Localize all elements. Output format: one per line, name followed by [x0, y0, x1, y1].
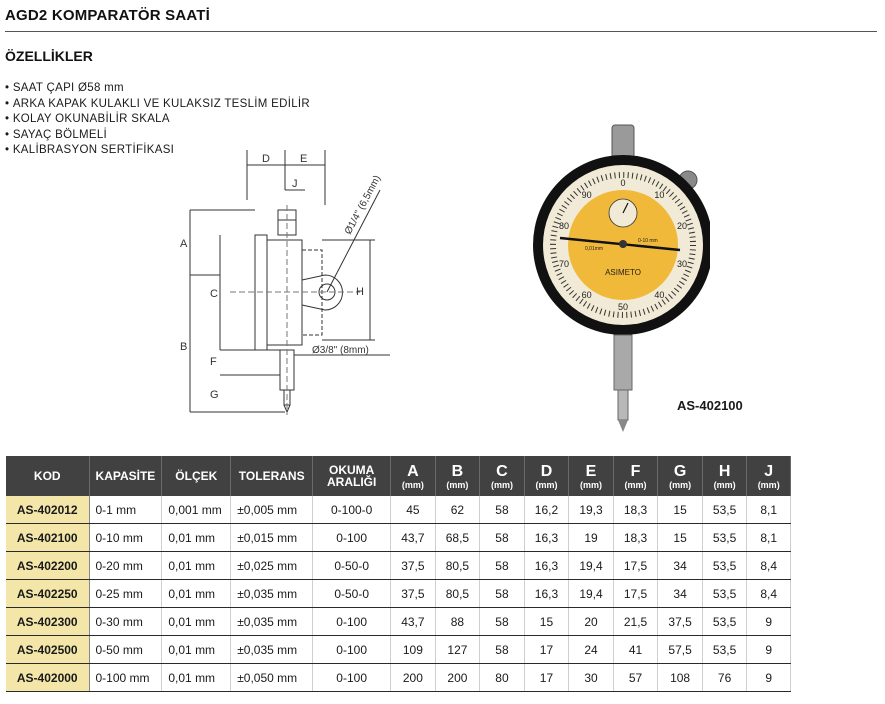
table-cell: 43,7 — [391, 608, 436, 636]
spec-table — [6, 456, 791, 692]
table-cell: 0-100 — [313, 664, 391, 692]
table-cell: 76 — [702, 664, 747, 692]
dial-number: 60 — [581, 290, 592, 301]
table-row — [6, 580, 791, 608]
col-header-c-unit: (mm) — [490, 479, 513, 490]
dim-label-d: D — [262, 153, 270, 165]
table-cell: 15 — [658, 496, 703, 524]
table-cell: 15 — [658, 524, 703, 552]
table-cell: 37,5 — [391, 552, 436, 580]
table-cell: 58 — [480, 552, 525, 580]
page-title: AGD2 KOMPARATÖR SAATİ — [5, 7, 211, 24]
table-cell: 34 — [658, 552, 703, 580]
table-cell: ±0,025 mm — [231, 552, 313, 580]
dial-number: 80 — [558, 220, 570, 231]
table-cell: ±0,015 mm — [231, 524, 313, 552]
table-cell: 127 — [435, 636, 480, 664]
table-cell: 68,5 — [435, 524, 480, 552]
table-row — [6, 552, 791, 580]
col-header-f — [613, 456, 658, 496]
col-header-olcek: ÖLÇEK — [162, 456, 231, 496]
table-cell: 16,3 — [524, 524, 569, 552]
table-row — [6, 608, 791, 636]
table-cell: 53,5 — [702, 496, 747, 524]
table-cell: 109 — [391, 636, 436, 664]
col-header-h — [702, 456, 747, 496]
table-cell: 58 — [480, 580, 525, 608]
dial-number: 30 — [676, 259, 688, 270]
col-header-f-unit: (mm) — [624, 479, 647, 490]
col-header-okuma-araligi — [313, 456, 391, 496]
table-cell: 0-100 — [313, 524, 391, 552]
table-cell: 18,3 — [613, 496, 658, 524]
table-cell: 0-100-0 — [313, 496, 391, 524]
table-cell: 18,3 — [613, 524, 658, 552]
feature-item: • ARKA KAPAK KULAKLI VE KULAKSIZ TESLİM EDİLİR — [5, 97, 310, 113]
table-cell: 0-1 mm — [89, 496, 162, 524]
table-cell: 17,5 — [613, 552, 658, 580]
product-code-cell: AS-402500 — [6, 636, 89, 664]
table-cell: 9 — [747, 664, 791, 692]
dial-number: 0 — [620, 178, 626, 188]
col-header-c-letter: C — [496, 462, 508, 480]
resolution-text: 0,01mm — [585, 246, 604, 252]
table-row — [6, 664, 791, 692]
table-cell: 20 — [569, 608, 614, 636]
col-header-araligi: ARALIĞI — [326, 475, 377, 489]
table-cell: 0,01 mm — [162, 664, 231, 692]
table-cell: 0-50-0 — [313, 552, 391, 580]
dim-label-b: B — [180, 341, 188, 353]
table-cell: 58 — [480, 608, 525, 636]
product-code-cell: AS-402300 — [6, 608, 89, 636]
table-cell: 45 — [391, 496, 436, 524]
feature-item: • SAYAÇ BÖLMELİ — [5, 128, 310, 144]
table-cell: 58 — [480, 496, 525, 524]
table-row — [6, 636, 791, 664]
table-cell: 53,5 — [702, 524, 747, 552]
brand-text: ASIMETO — [605, 268, 641, 277]
dim-lug-diameter: Ø1/4" (6,5mm) — [342, 173, 384, 237]
feature-item: • SAAT ÇAPI Ø58 mm — [5, 81, 310, 97]
table-row — [6, 524, 791, 552]
col-header-b-letter: B — [451, 462, 464, 480]
table-cell: 19,4 — [569, 580, 614, 608]
table-header-row — [6, 456, 791, 496]
table-cell: 9 — [747, 608, 791, 636]
product-model-label: AS-402100 — [677, 398, 743, 413]
dim-label-f: F — [210, 356, 217, 368]
table-cell: 41 — [613, 636, 658, 664]
dim-label-j: J — [292, 178, 298, 190]
technical-drawing — [160, 150, 420, 420]
col-header-g-letter: G — [673, 462, 687, 480]
table-cell: 0-20 mm — [89, 552, 162, 580]
table-cell: 88 — [435, 608, 480, 636]
table-cell: 21,5 — [613, 608, 658, 636]
table-cell: 0-100 — [313, 608, 391, 636]
feature-item: • KOLAY OKUNABİLİR SKALA — [5, 112, 310, 128]
dim-label-h: H — [356, 286, 364, 298]
table-cell: 0,01 mm — [162, 580, 231, 608]
title-divider — [5, 31, 877, 32]
col-header-a-letter: A — [407, 462, 419, 480]
table-cell: 30 — [569, 664, 614, 692]
table-cell: 57,5 — [658, 636, 703, 664]
col-header-b-unit: (mm) — [446, 479, 469, 490]
table-cell: 17 — [524, 664, 569, 692]
table-cell: 9 — [747, 636, 791, 664]
dim-label-e: E — [300, 153, 308, 165]
dial-number: 40 — [654, 290, 665, 301]
col-header-h-letter: H — [718, 462, 731, 480]
table-cell: ±0,035 mm — [231, 608, 313, 636]
table-cell: 58 — [480, 636, 525, 664]
dial-number: 50 — [617, 302, 629, 312]
table-body — [6, 496, 791, 692]
table-cell: 16,2 — [524, 496, 569, 524]
dial-number: 10 — [654, 189, 665, 200]
product-code-cell: AS-402012 — [6, 496, 89, 524]
table-cell: 62 — [435, 496, 480, 524]
table-cell: 0-25 mm — [89, 580, 162, 608]
col-header-e-unit: (mm) — [580, 479, 603, 490]
table-cell: 0-30 mm — [89, 608, 162, 636]
table-cell: 0-10 mm — [89, 524, 162, 552]
table-cell: 0-50-0 — [313, 580, 391, 608]
table-cell: 19 — [569, 524, 614, 552]
product-code-cell: AS-402000 — [6, 664, 89, 692]
table-cell: 80,5 — [435, 580, 480, 608]
table-cell: 200 — [391, 664, 436, 692]
table-cell: 108 — [658, 664, 703, 692]
table-cell: 37,5 — [658, 608, 703, 636]
dial-number: 70 — [558, 259, 570, 270]
col-header-b — [435, 456, 480, 496]
table-cell: 19,3 — [569, 496, 614, 524]
col-header-j-letter: J — [764, 462, 774, 480]
table-cell: 0,001 mm — [162, 496, 231, 524]
col-header-e — [569, 456, 614, 496]
table-cell: 58 — [480, 524, 525, 552]
col-header-j — [747, 456, 791, 496]
table-cell: 16,3 — [524, 580, 569, 608]
feature-item: • KALİBRASYON SERTİFİKASI — [5, 143, 310, 159]
table-cell: ±0,005 mm — [231, 496, 313, 524]
col-header-f-letter: F — [630, 462, 641, 480]
col-header-d-unit: (mm) — [535, 479, 558, 490]
table-cell: 37,5 — [391, 580, 436, 608]
table-cell: 34 — [658, 580, 703, 608]
dim-label-a: A — [180, 238, 188, 250]
col-header-a — [391, 456, 436, 496]
features-heading: ÖZELLİKLER — [5, 48, 93, 64]
table-cell: 0-100 mm — [89, 664, 162, 692]
product-code-cell: AS-402250 — [6, 580, 89, 608]
col-header-d — [524, 456, 569, 496]
col-header-okuma: OKUMA — [328, 463, 375, 477]
table-cell: 57 — [613, 664, 658, 692]
col-header-e-letter: E — [585, 462, 597, 480]
table-cell: 8,1 — [747, 524, 791, 552]
table-cell: 53,5 — [702, 552, 747, 580]
table-cell: 200 — [435, 664, 480, 692]
col-header-j-unit: (mm) — [757, 479, 780, 490]
product-code-cell: AS-402100 — [6, 524, 89, 552]
table-cell: ±0,035 mm — [231, 636, 313, 664]
table-cell: 0,01 mm — [162, 636, 231, 664]
table-cell: 80 — [480, 664, 525, 692]
table-cell: 8,1 — [747, 496, 791, 524]
dial-number: 90 — [581, 189, 592, 200]
dial-number: 20 — [676, 220, 688, 231]
col-header-d-letter: D — [540, 462, 553, 480]
table-cell: 53,5 — [702, 580, 747, 608]
col-header-tolerans: TOLERANS — [231, 456, 313, 496]
table-cell: 19,4 — [569, 552, 614, 580]
table-row — [6, 496, 791, 524]
table-cell: 8,4 — [747, 552, 791, 580]
col-header-h-unit: (mm) — [713, 479, 736, 490]
features-list — [5, 81, 310, 159]
table-cell: 8,4 — [747, 580, 791, 608]
table-cell: 53,5 — [702, 636, 747, 664]
table-cell: 0,01 mm — [162, 552, 231, 580]
dim-label-g: G — [210, 389, 219, 401]
table-cell: 17 — [524, 636, 569, 664]
table-cell: 53,5 — [702, 608, 747, 636]
col-header-g — [658, 456, 703, 496]
table-cell: ±0,050 mm — [231, 664, 313, 692]
col-header-g-unit: (mm) — [669, 479, 692, 490]
table-cell: 0-50 mm — [89, 636, 162, 664]
table-cell: ±0,035 mm — [231, 580, 313, 608]
col-header-kod: KOD — [6, 456, 89, 496]
range-text: 0-10 mm — [638, 238, 658, 244]
col-header-c — [480, 456, 525, 496]
col-header-a-unit: (mm) — [401, 479, 424, 490]
table-cell: 0,01 mm — [162, 608, 231, 636]
table-cell: 0-100 — [313, 636, 391, 664]
table-cell: 43,7 — [391, 524, 436, 552]
product-code-cell: AS-402200 — [6, 552, 89, 580]
table-cell: 15 — [524, 608, 569, 636]
table-cell: 80,5 — [435, 552, 480, 580]
dim-label-c: C — [210, 288, 218, 300]
table-cell: 17,5 — [613, 580, 658, 608]
table-cell: 16,3 — [524, 552, 569, 580]
table-cell: 0,01 mm — [162, 524, 231, 552]
table-cell: 24 — [569, 636, 614, 664]
col-header-kapasite: KAPASİTE — [89, 456, 162, 496]
dim-stem-diameter: Ø3/8" (8mm) — [312, 345, 369, 356]
